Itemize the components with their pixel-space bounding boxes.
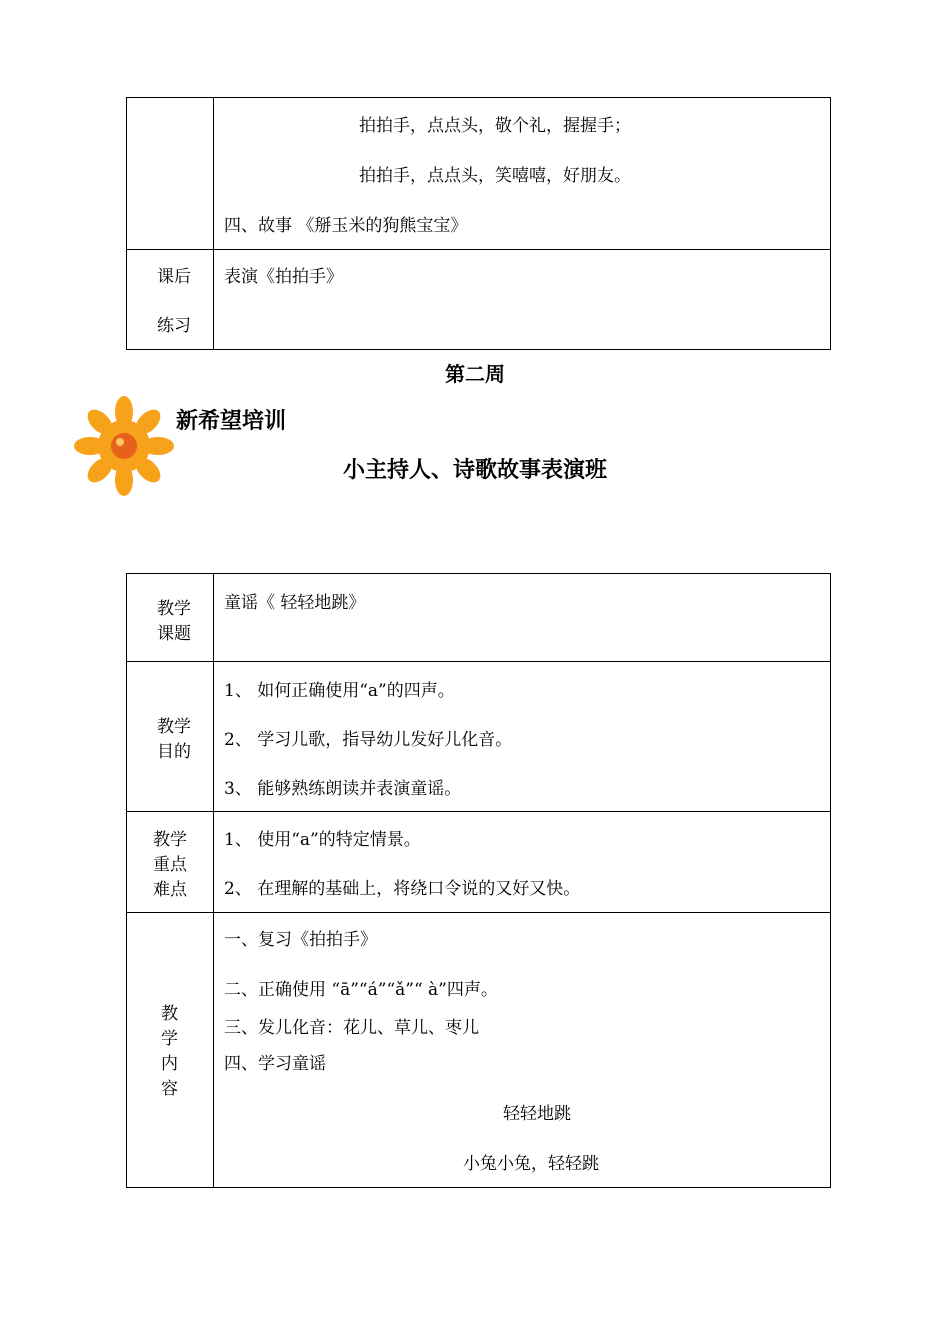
- goal-item: 2、 学习儿歌，指导幼儿发好儿化音。: [224, 730, 513, 750]
- table-row: [127, 913, 831, 1188]
- content-item: 三、发儿化音：花儿、草儿、枣儿: [224, 1018, 479, 1038]
- rhyme-line-2: 拍拍手，点点头，笑嘻嘻，好朋友。: [359, 166, 631, 186]
- content-cell: [214, 574, 831, 662]
- org-name: 新希望培训: [176, 409, 287, 434]
- topic-text: 童谣《 轻轻地跳》: [224, 593, 366, 613]
- table-row: [127, 250, 831, 350]
- label-line: 目的: [157, 742, 191, 762]
- content-cell: [214, 913, 831, 1188]
- table-row: [127, 98, 831, 250]
- label-cell-topic: [127, 574, 214, 662]
- label-line: 练习: [157, 316, 191, 336]
- lesson-table: [126, 573, 831, 1188]
- label-line: 教学: [157, 717, 191, 737]
- table-row: [127, 662, 831, 812]
- content-cell: [214, 98, 831, 250]
- label-cell-homework: [127, 250, 214, 350]
- label-line: 难点: [153, 880, 187, 900]
- content-item: 四、学习童谣: [224, 1054, 326, 1074]
- homework-text: 表演《拍拍手》: [224, 267, 343, 287]
- label-line: 学: [161, 1029, 178, 1049]
- label-line: 教学: [157, 599, 191, 619]
- label-line: 容: [161, 1079, 178, 1099]
- label-line: 重点: [153, 855, 187, 875]
- key-item: 2、 在理解的基础上，将绕口令说的又好又快。: [224, 879, 581, 899]
- rhyme-line-1: 拍拍手，点点头，敬个礼，握握手；: [359, 116, 631, 136]
- label-line: 内: [161, 1054, 178, 1074]
- content-item: 一、复习《拍拍手》: [224, 930, 377, 950]
- poem-title: 轻轻地跳: [503, 1104, 571, 1124]
- poem-line: 小兔小兔，轻轻跳: [463, 1154, 599, 1174]
- label-line: 教: [161, 1004, 178, 1024]
- content-cell: [214, 662, 831, 812]
- story-line: 四、故事 《掰玉米的狗熊宝宝》: [224, 216, 468, 236]
- label-line: 教学: [153, 830, 187, 850]
- label-cell-goals: [127, 662, 214, 812]
- label-cell-content: [127, 913, 214, 1188]
- content-item: 二、正确使用 “ā”“á”“ǎ”“ à”四声。: [224, 980, 498, 1000]
- table-row: [127, 812, 831, 913]
- empty-label-cell: [127, 98, 214, 250]
- goal-item: 1、 如何正确使用“a”的四声。: [224, 681, 455, 701]
- goal-item: 3、 能够熟练朗读并表演童谣。: [224, 779, 462, 799]
- label-line: 课题: [157, 624, 191, 644]
- content-cell: [214, 812, 831, 913]
- key-item: 1、 使用“a”的特定情景。: [224, 830, 421, 850]
- content-cell: [214, 250, 831, 350]
- week-heading: 第二周: [445, 362, 505, 386]
- label-line: 课后: [157, 267, 191, 287]
- lesson-table-continued: [126, 97, 831, 350]
- label-cell-key-points: [127, 812, 214, 913]
- table-row: [127, 574, 831, 662]
- class-title: 小主持人、诗歌故事表演班: [342, 458, 607, 483]
